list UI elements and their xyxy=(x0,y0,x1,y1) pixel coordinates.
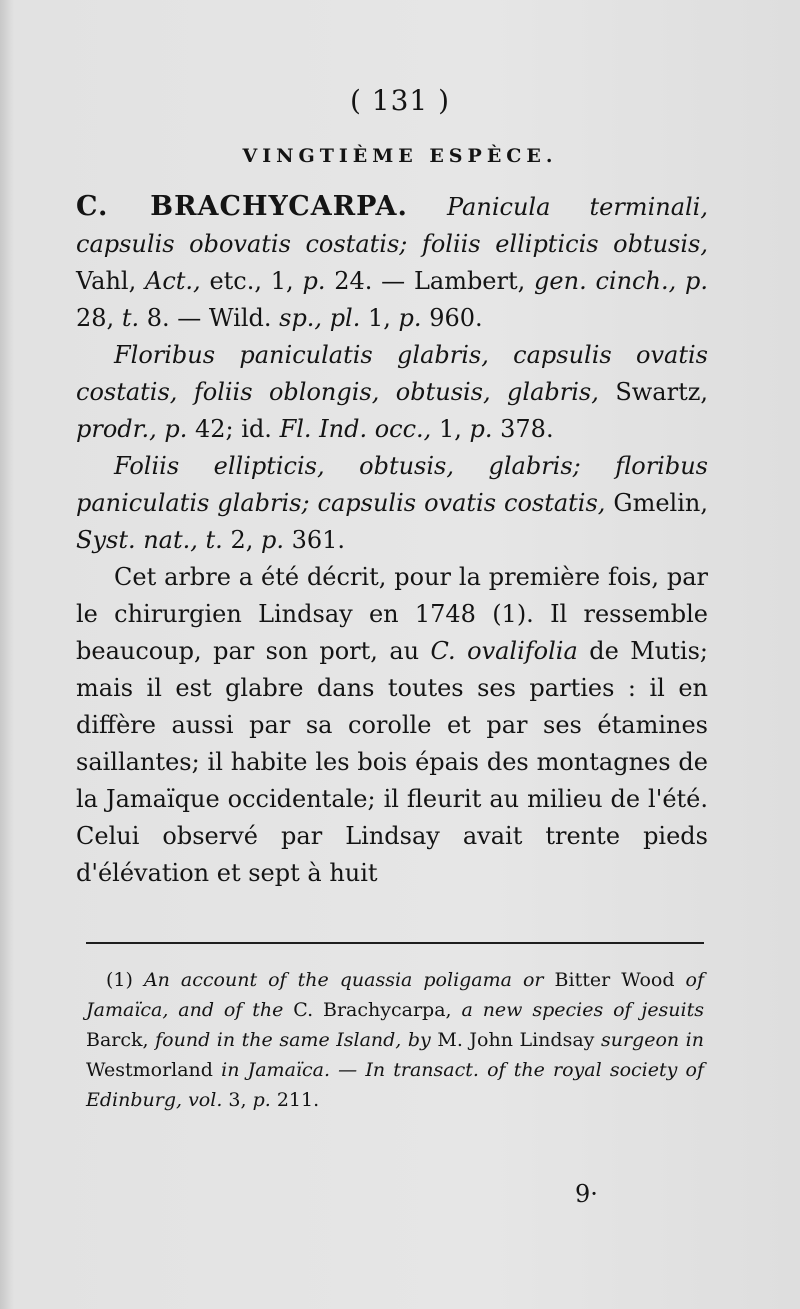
description-paragraph xyxy=(76,559,708,892)
footnote-text: 211. xyxy=(276,1089,320,1111)
footnote-text: a new species of jesuits xyxy=(461,999,705,1021)
species-diagnosis: Panicula terminali, capsulis obovatis costatis; foliis ellipticis obtusis, xyxy=(76,193,708,258)
description-text: Cet arbre a été décrit, pour la première fois, par le chirurgien Lindsay en 1748 (1). Il ressemble beaucoup, par son port, au xyxy=(76,563,708,665)
synonym-detail: 1, xyxy=(438,415,462,443)
footnote-text: surgeon in xyxy=(600,1029,704,1051)
footnote-text: Westmorland xyxy=(86,1059,213,1081)
synonym-work: prodr., p. xyxy=(76,415,188,443)
footnote-rule xyxy=(86,942,704,944)
synonym-text: Foliis ellipticis, obtusis, glabris; floribus paniculatis glabris; capsulis ovatis costatis, xyxy=(76,452,708,517)
footnote-text: C. Brachycarpa, xyxy=(293,999,452,1021)
footnote-text: Barck, xyxy=(86,1029,149,1051)
synonym-swartz xyxy=(76,337,708,448)
citation-detail: 960. xyxy=(429,304,483,332)
footnote-text: Bitter Wood xyxy=(554,969,675,991)
footnote-text: p. xyxy=(252,1089,271,1111)
citation-detail: 1, xyxy=(368,304,391,332)
footnote-text: found in the same Island, by xyxy=(155,1029,431,1051)
footnote-text: An account of the quassia poligama or xyxy=(143,969,544,991)
signature-mark: 9· xyxy=(575,1180,598,1208)
citation-work: sp., pl. xyxy=(279,304,361,332)
synonym-work: Fl. Ind. occ., xyxy=(279,415,432,443)
synonym-detail: 2, xyxy=(230,526,254,554)
citation-page-abbrev: p. xyxy=(684,267,708,295)
citation-page-abbrev: p. xyxy=(398,304,422,332)
synonym-page-abbrev: p. xyxy=(260,526,284,554)
citation-plate-abbrev: t. xyxy=(121,304,140,332)
species-name: C. BRACHYCARPA. xyxy=(76,191,408,222)
synonym-detail: 361. xyxy=(291,526,346,554)
description-species-ref: C. ovalifolia xyxy=(430,637,578,665)
footnote-text: in Jamaïca. — In transact. of the royal society of Edinburg, vol. xyxy=(86,1059,704,1111)
main-text xyxy=(76,188,708,892)
footnote-text: 3, xyxy=(228,1089,247,1111)
synonym-detail: 378. xyxy=(500,415,554,443)
footnote xyxy=(86,965,704,1115)
synonym-page-abbrev: p. xyxy=(469,415,493,443)
synonym-author: Gmelin, xyxy=(613,489,708,517)
description-text: de Mutis; mais il est glabre dans toutes ses parties : il en diffère aussi par sa corolle et par ses étamines saillantes; il habite les bois épais des montagnes de la Jamaïque occidentale; il fleurit au milieu de l'été. Celui observé par Lindsay avait trente pieds d'élévation et sept à huit xyxy=(76,637,708,887)
page-number: ( 131 ) xyxy=(349,84,451,117)
citation-author: Vahl, xyxy=(76,267,137,295)
citation-work: Act., xyxy=(144,267,201,295)
synonym-author: Swartz, xyxy=(615,378,708,406)
citation-page-abbrev: p. xyxy=(302,267,326,295)
species-entry xyxy=(76,188,708,337)
synonym-text: Floribus paniculatis glabris, capsulis ovatis costatis, foliis oblongis, obtusis, glabris, xyxy=(76,341,708,406)
citation-detail: 24. — Lambert, xyxy=(334,267,526,295)
footnote-marker: (1) xyxy=(106,969,133,991)
synonym-gmelin xyxy=(76,448,708,559)
citation-detail: 8. — Wild. xyxy=(146,304,272,332)
citation-work: gen. cinch., xyxy=(534,267,677,295)
footnote-text: of Jamaïca, and of the xyxy=(86,969,704,1021)
synonym-work: Syst. nat., t. xyxy=(76,526,223,554)
species-heading: VINGTIÈME ESPÈCE. xyxy=(242,145,558,167)
citation-detail: etc., 1, xyxy=(209,267,294,295)
citation-detail: 28, xyxy=(76,304,115,332)
synonym-detail: 42; id. xyxy=(195,415,272,443)
footnote-text: M. John Lindsay xyxy=(437,1029,595,1051)
